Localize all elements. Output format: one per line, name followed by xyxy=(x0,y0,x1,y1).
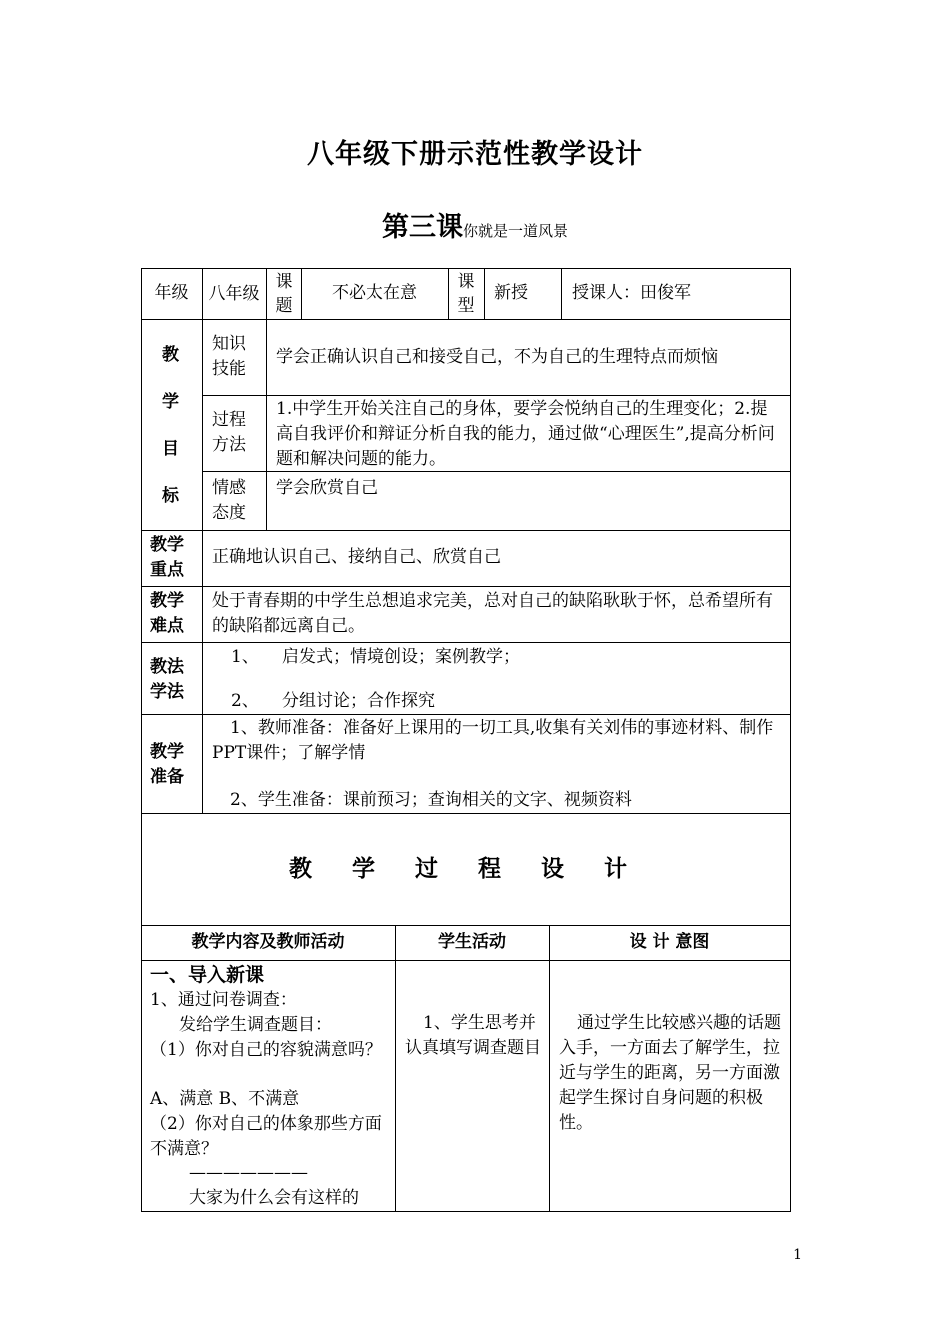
key-point-label: 教学重点 xyxy=(150,535,184,580)
objectives-label-2: 学 xyxy=(162,392,179,412)
column-header-student: 学生活动 xyxy=(438,932,506,952)
knowledge-text: 学会正确认识自己和接受自己，不为自己的生理特点而烦恼 xyxy=(276,347,718,367)
method-1-text: 启发式；情境创设；案例教学； xyxy=(282,647,520,667)
document-title: 八年级下册示范性教学设计 xyxy=(307,139,643,170)
lesson-number: 第三课 xyxy=(381,212,463,243)
key-point-text: 正确地认识自己、接纳自己、欣赏自己 xyxy=(212,547,501,567)
question-1: （1）你对自己的容貌满意吗？ xyxy=(150,1040,382,1060)
emotion-label: 情感态度 xyxy=(212,478,246,523)
difficulty-label: 教学难点 xyxy=(150,591,184,636)
methods-label: 教法学法 xyxy=(150,657,184,702)
teacher-info: 授课人：田俊军 xyxy=(572,283,691,303)
topic-value: 不必太在意 xyxy=(332,283,417,303)
section-1-line-1: 1、通过问卷调查： xyxy=(150,990,297,1010)
preparation-item-2: 2、学生准备：课前预习；查询相关的文字、视频资料 xyxy=(230,790,632,810)
type-value: 新授 xyxy=(494,283,528,303)
answer-blank: ——————— xyxy=(189,1163,308,1183)
column-header-content: 教学内容及教师活动 xyxy=(191,932,345,952)
preparation-item-1: 1、教师准备：准备好上课用的一切工具,收集有关刘伟的事迹材料、制作PPT课件；了解学情 xyxy=(212,718,774,763)
type-label: 课型 xyxy=(457,271,475,316)
section-1-line-last: 大家为什么会有这样的 xyxy=(189,1188,359,1208)
topic-label: 课题 xyxy=(275,271,293,316)
objectives-label-1: 教 xyxy=(162,345,179,365)
grade-value: 八年级 xyxy=(208,283,260,304)
knowledge-label: 知识技能 xyxy=(212,334,246,379)
question-2: （2）你对自己的体象那些方面不满意？ xyxy=(150,1114,382,1159)
objectives-label-4: 标 xyxy=(162,486,179,506)
student-activity-1: 1、学生思考并认真填写调查题目 xyxy=(405,1013,541,1058)
column-header-intent: 设 计 意图 xyxy=(629,932,710,952)
page-number: 1 xyxy=(793,1247,802,1263)
method-2-text: 分组讨论；合作探究 xyxy=(282,691,435,711)
design-intent-1: 通过学生比较感兴趣的话题入手，一方面去了解学生，拉近与学生的距离，另一方面激起学生探讨自身问题的积极性。 xyxy=(559,1013,781,1133)
process-heading: 教 学 过 程 设 计 xyxy=(288,855,644,882)
objectives-label-3: 目 xyxy=(162,439,179,459)
lesson-heading xyxy=(0,205,950,244)
preparation-label: 教学准备 xyxy=(150,742,184,787)
process-text: 1.中学生开始关注自己的身体，要学会悦纳自己的生理变化；2.提高自我评价和辩证分析自我的能力，通过做“心理医生”,提高分析问题和解决问题的能力。 xyxy=(276,399,775,469)
lesson-subtitle: 你就是一道风景 xyxy=(462,222,568,240)
process-label: 过程方法 xyxy=(212,410,246,455)
grade-label: 年级 xyxy=(154,283,189,303)
method-2-number: 2、 xyxy=(231,691,259,711)
section-1-line-2: 发给学生调查题目： xyxy=(179,1015,332,1035)
method-1-number: 1、 xyxy=(231,647,259,667)
question-1-options: A、满意 B、不满意 xyxy=(150,1089,300,1109)
section-1-heading: 一、导入新课 xyxy=(150,964,265,986)
emotion-text: 学会欣赏自己 xyxy=(276,478,378,498)
difficulty-text: 处于青春期的中学生总想追求完美，总对自己的缺陷耿耿于怀，总希望所有的缺陷都远离自己。 xyxy=(212,591,773,636)
